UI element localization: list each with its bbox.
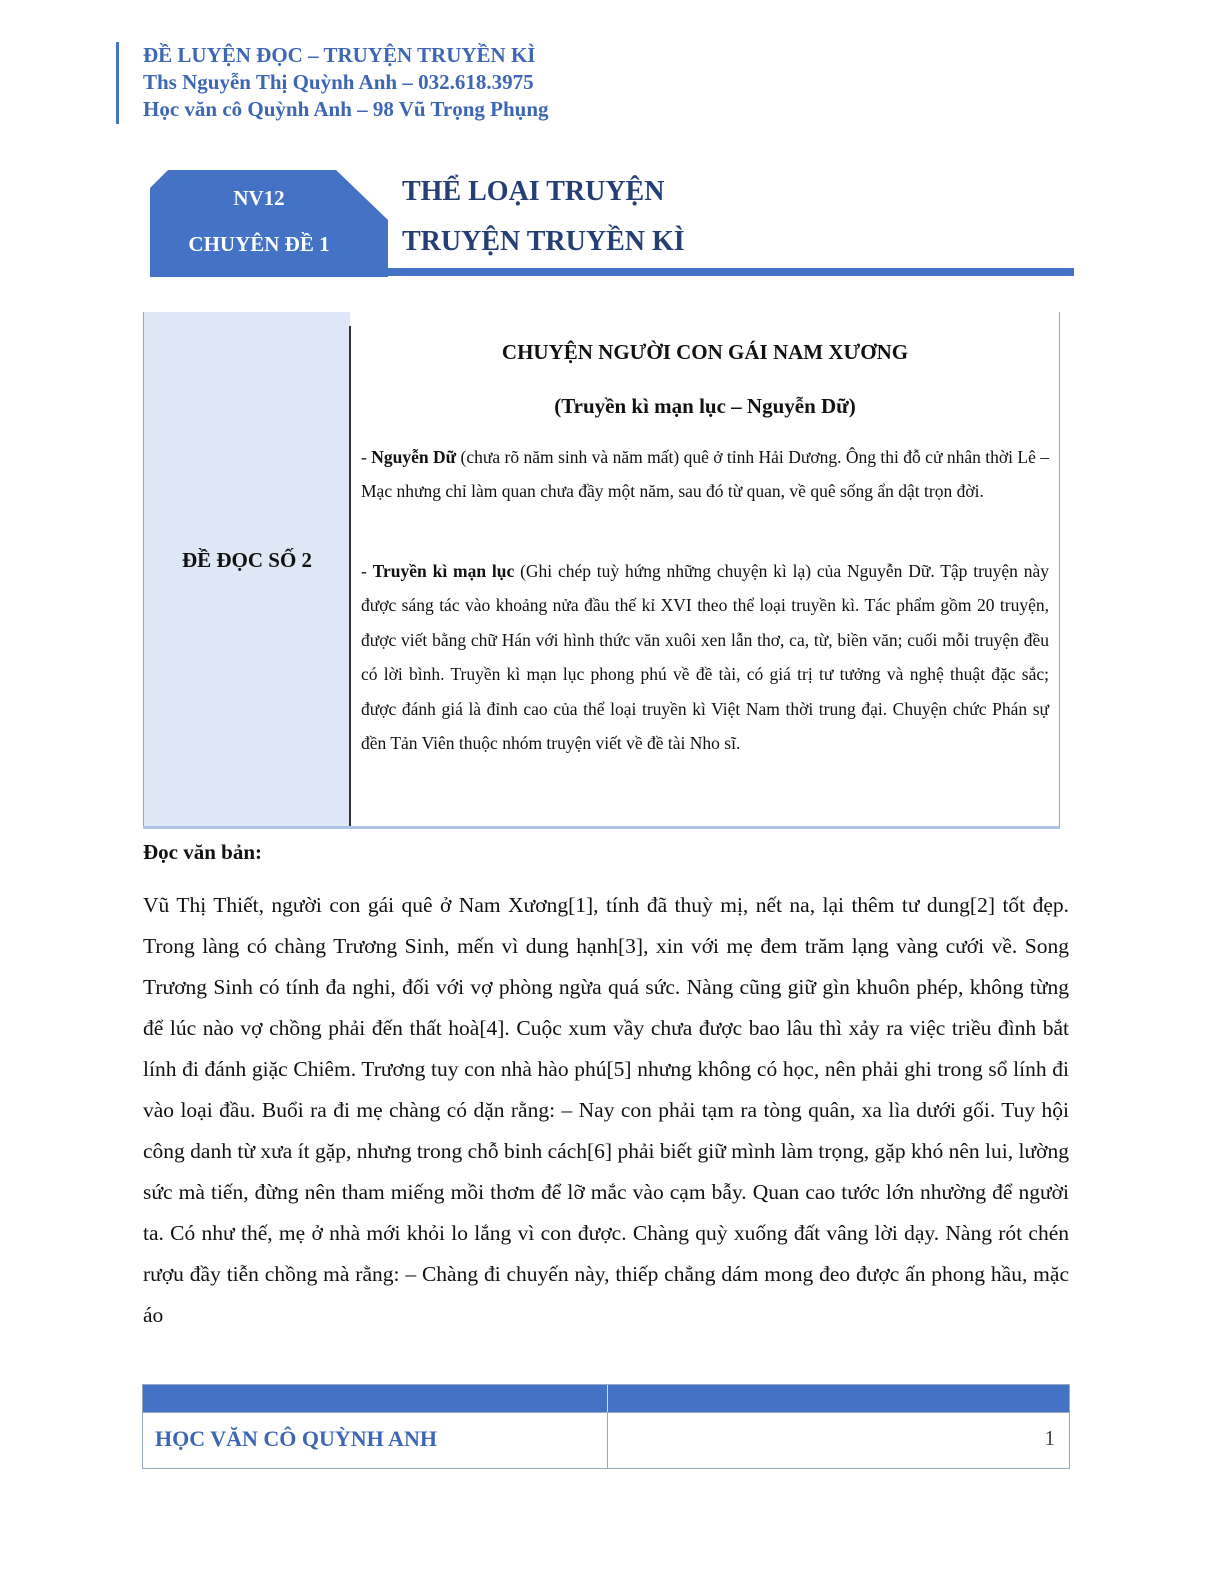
story-title: CHUYỆN NGƯỜI CON GÁI NAM XƯƠNG: [501, 340, 909, 364]
author-name: Nguyễn Dữ: [371, 447, 457, 467]
info-left-panel: [143, 312, 350, 826]
footer-bar: [142, 1384, 1070, 1413]
work-name: Truyền kì mạn lục: [372, 561, 515, 581]
author-info-box: [143, 312, 1060, 829]
topic-number: CHUYÊN ĐỀ 1: [188, 232, 330, 256]
reading-text: Vũ Thị Thiết, người con gái quê ở Nam Xương[1], tính đã thuỳ mị, nết na, lại thêm tư dung[2] tốt đẹp. Trong làng có chàng Trương Sinh, mến vì dung hạnh[3], xin với mẹ đem trăm lạng vàng cưới về. Song Trương Sinh có tính đa nghi, đối với vợ phòng ngừa quá sức. Nàng cũng giữ gìn khuôn phép, không từng để lúc nào vợ chồng phải đến thất hoà[4]. Cuộc xum vầy chưa được bao lâu thì xảy ra việc triều đình bắt lính đi đánh giặc Chiêm. Trương tuy con nhà hào phú[5] nhưng không có học, nên phải ghi trong sổ lính đi vào loại đầu. Buổi ra đi mẹ chàng có dặn rằng: – Nay con phải tạm ra tòng quân, xa lìa dưới gối. Tuy hội công danh từ xưa ít gặp, nhưng trong chỗ binh cách[6] phải biết giữ mình làm trọng, gặp khó nên lui, lường sức mà tiến, đừng nên tham miếng mồi thơm để lỡ mắc vào cạm bẫy. Quan cao tước lớn nhường để người ta. Có như thế, mẹ ở nhà mới khỏi lo lắng vì con được. Chàng quỳ xuống đất vâng lời dạy. Nàng rót chén rượu đầy tiễn chồng mà rằng: – Chàng đi chuyến này, thiếp chẳng dám mong đeo được ấn phong hầu, mặc áo: [143, 893, 1069, 1327]
author-paragraph: - Nguyễn Dữ (chưa rõ năm sinh và năm mất) quê ở tỉnh Hải Dương. Ông thi đỗ cử nhân thời Lê – Mạc nhưng chỉ làm quan chưa đầy một năm, sau đó từ quan, về quê sống ẩn dật trọn đời.: [361, 447, 1049, 502]
banner-underline: [388, 268, 1074, 276]
course-code: NV12: [233, 186, 285, 210]
header-address: Học văn cô Quỳnh Anh – 98 Vũ Trọng Phụng: [143, 97, 549, 121]
work-paragraph: - Truyền kì mạn lục (Ghi chép tuỳ hứng những chuyện kì lạ) của Nguyễn Dữ. Tập truyện này được sáng tác vào khoảng nửa đầu thế kỉ XVI theo thể loại truyền kì. Tác phẩm gồm 20 truyện, được viết bằng chữ Hán với hình thức văn xuôi xen lẫn thơ, ca, từ, biền văn; cuối mỗi truyện đều có lời bình. Truyền kì mạn lục phong phú về đề tài, có giá trị tư tưởng và nghệ thuật đặc sắc; được đánh giá là đỉnh cao của thể loại truyền kì Việt Nam thời trung đại. Chuyện chức Phán sự đền Tản Viên thuộc nhóm truyện viết về đề tài Nho sĩ.: [361, 561, 1050, 754]
banner-title-subgenre: TRUYỆN TRUYỀN KÌ: [402, 226, 685, 257]
footer-row: [142, 1412, 1070, 1469]
reading-number-label: ĐỀ ĐỌC SỐ 2: [181, 548, 313, 572]
document-header: [116, 42, 549, 124]
page-footer: [142, 1384, 1070, 1470]
banner-title-genre: THỂ LOẠI TRUYỆN: [402, 176, 665, 207]
footer-brand: HỌC VĂN CÔ QUỲNH ANH: [155, 1426, 437, 1451]
header-author: Ths Nguyễn Thị Quỳnh Anh – 032.618.3975: [143, 70, 534, 94]
topic-banner: [150, 170, 1074, 280]
header-title: ĐỀ LUYỆN ĐỌC – TRUYỆN TRUYỀN KÌ: [143, 43, 536, 67]
reading-heading: Đọc văn bản:: [143, 840, 263, 864]
story-subtitle: (Truyền kì mạn lục – Nguyễn Dữ): [554, 394, 856, 418]
page-number: 1: [1044, 1426, 1055, 1450]
